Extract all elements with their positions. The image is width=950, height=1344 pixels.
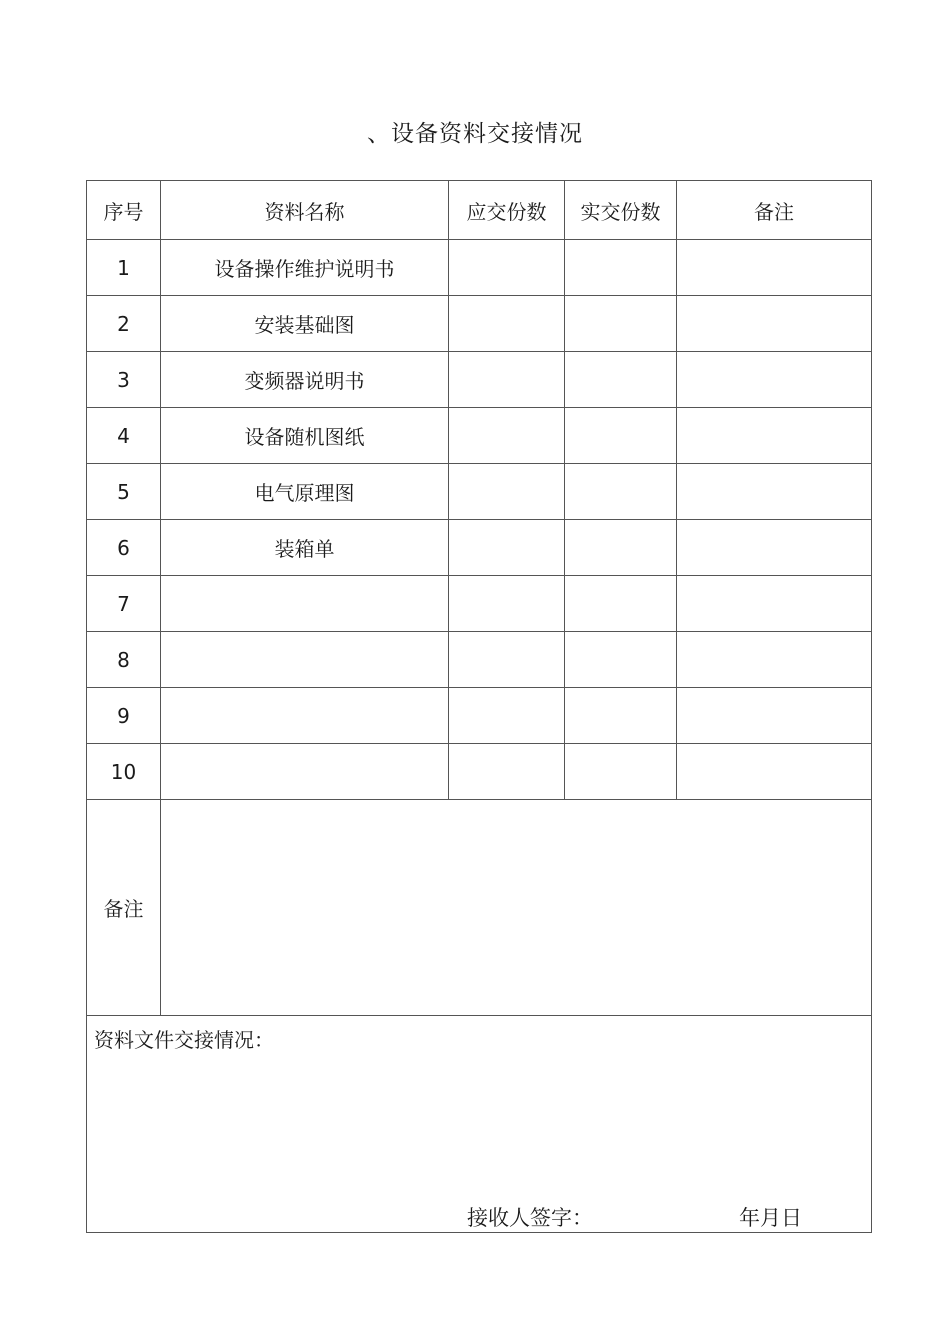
header-name: 资料名称 [161,181,449,240]
header-seq: 序号 [87,181,161,240]
cell-actual-copies [565,688,677,744]
cell-due-copies [449,520,565,576]
cell-note [677,576,872,632]
cell-name [161,632,449,688]
table-row [87,520,872,576]
cell-due-copies [449,576,565,632]
cell-name: 安装基础图 [161,296,449,352]
cell-due-copies [449,408,565,464]
cell-actual-copies [565,240,677,296]
cell-seq: 8 [87,632,161,688]
header-note: 备注 [677,181,872,240]
cell-actual-copies [565,464,677,520]
cell-due-copies [449,688,565,744]
document-title: 、设备资料交接情况 [367,121,583,147]
table-row [87,464,872,520]
cell-name: 设备操作维护说明书 [161,240,449,296]
cell-due-copies [449,632,565,688]
date-label: 年月日 [739,1206,802,1230]
cell-name [161,744,449,800]
cell-actual-copies [565,352,677,408]
cell-name: 变频器说明书 [161,352,449,408]
cell-note [677,464,872,520]
cell-seq: 4 [87,408,161,464]
cell-note [677,744,872,800]
cell-note [677,240,872,296]
cell-seq: 7 [87,576,161,632]
cell-seq: 6 [87,520,161,576]
cell-name [161,688,449,744]
cell-name [161,576,449,632]
cell-due-copies [449,352,565,408]
cell-actual-copies [565,576,677,632]
cell-note [677,296,872,352]
remarks-row [87,800,872,1016]
cell-note [677,520,872,576]
table-row [87,688,872,744]
cell-seq: 9 [87,688,161,744]
cell-actual-copies [565,520,677,576]
handover-row [87,1016,872,1233]
header-due-copies: 应交份数 [449,181,565,240]
table-row [87,296,872,352]
cell-due-copies [449,240,565,296]
cell-name: 装箱单 [161,520,449,576]
table-row [87,632,872,688]
table-row [87,576,872,632]
cell-note [677,352,872,408]
cell-actual-copies [565,296,677,352]
cell-seq: 1 [87,240,161,296]
cell-note [677,408,872,464]
cell-name: 设备随机图纸 [161,408,449,464]
receiver-signature-label: 接收人签字： [467,1206,593,1230]
table-row [87,744,872,800]
remarks-field[interactable] [161,800,872,1016]
handover-field[interactable] [87,1016,872,1233]
cell-seq: 5 [87,464,161,520]
cell-due-copies [449,744,565,800]
cell-actual-copies [565,744,677,800]
table-header-row [87,181,872,240]
remarks-label: 备注 [87,800,161,1016]
header-actual-copies: 实交份数 [565,181,677,240]
handover-table [86,180,872,1233]
table-row [87,408,872,464]
cell-note [677,632,872,688]
handover-label: 资料文件交接情况： [94,1028,274,1052]
cell-actual-copies [565,408,677,464]
cell-due-copies [449,464,565,520]
cell-name: 电气原理图 [161,464,449,520]
cell-note [677,688,872,744]
cell-seq: 10 [87,744,161,800]
table-row [87,240,872,296]
cell-seq: 2 [87,296,161,352]
table-row [87,352,872,408]
cell-due-copies [449,296,565,352]
cell-seq: 3 [87,352,161,408]
cell-actual-copies [565,632,677,688]
